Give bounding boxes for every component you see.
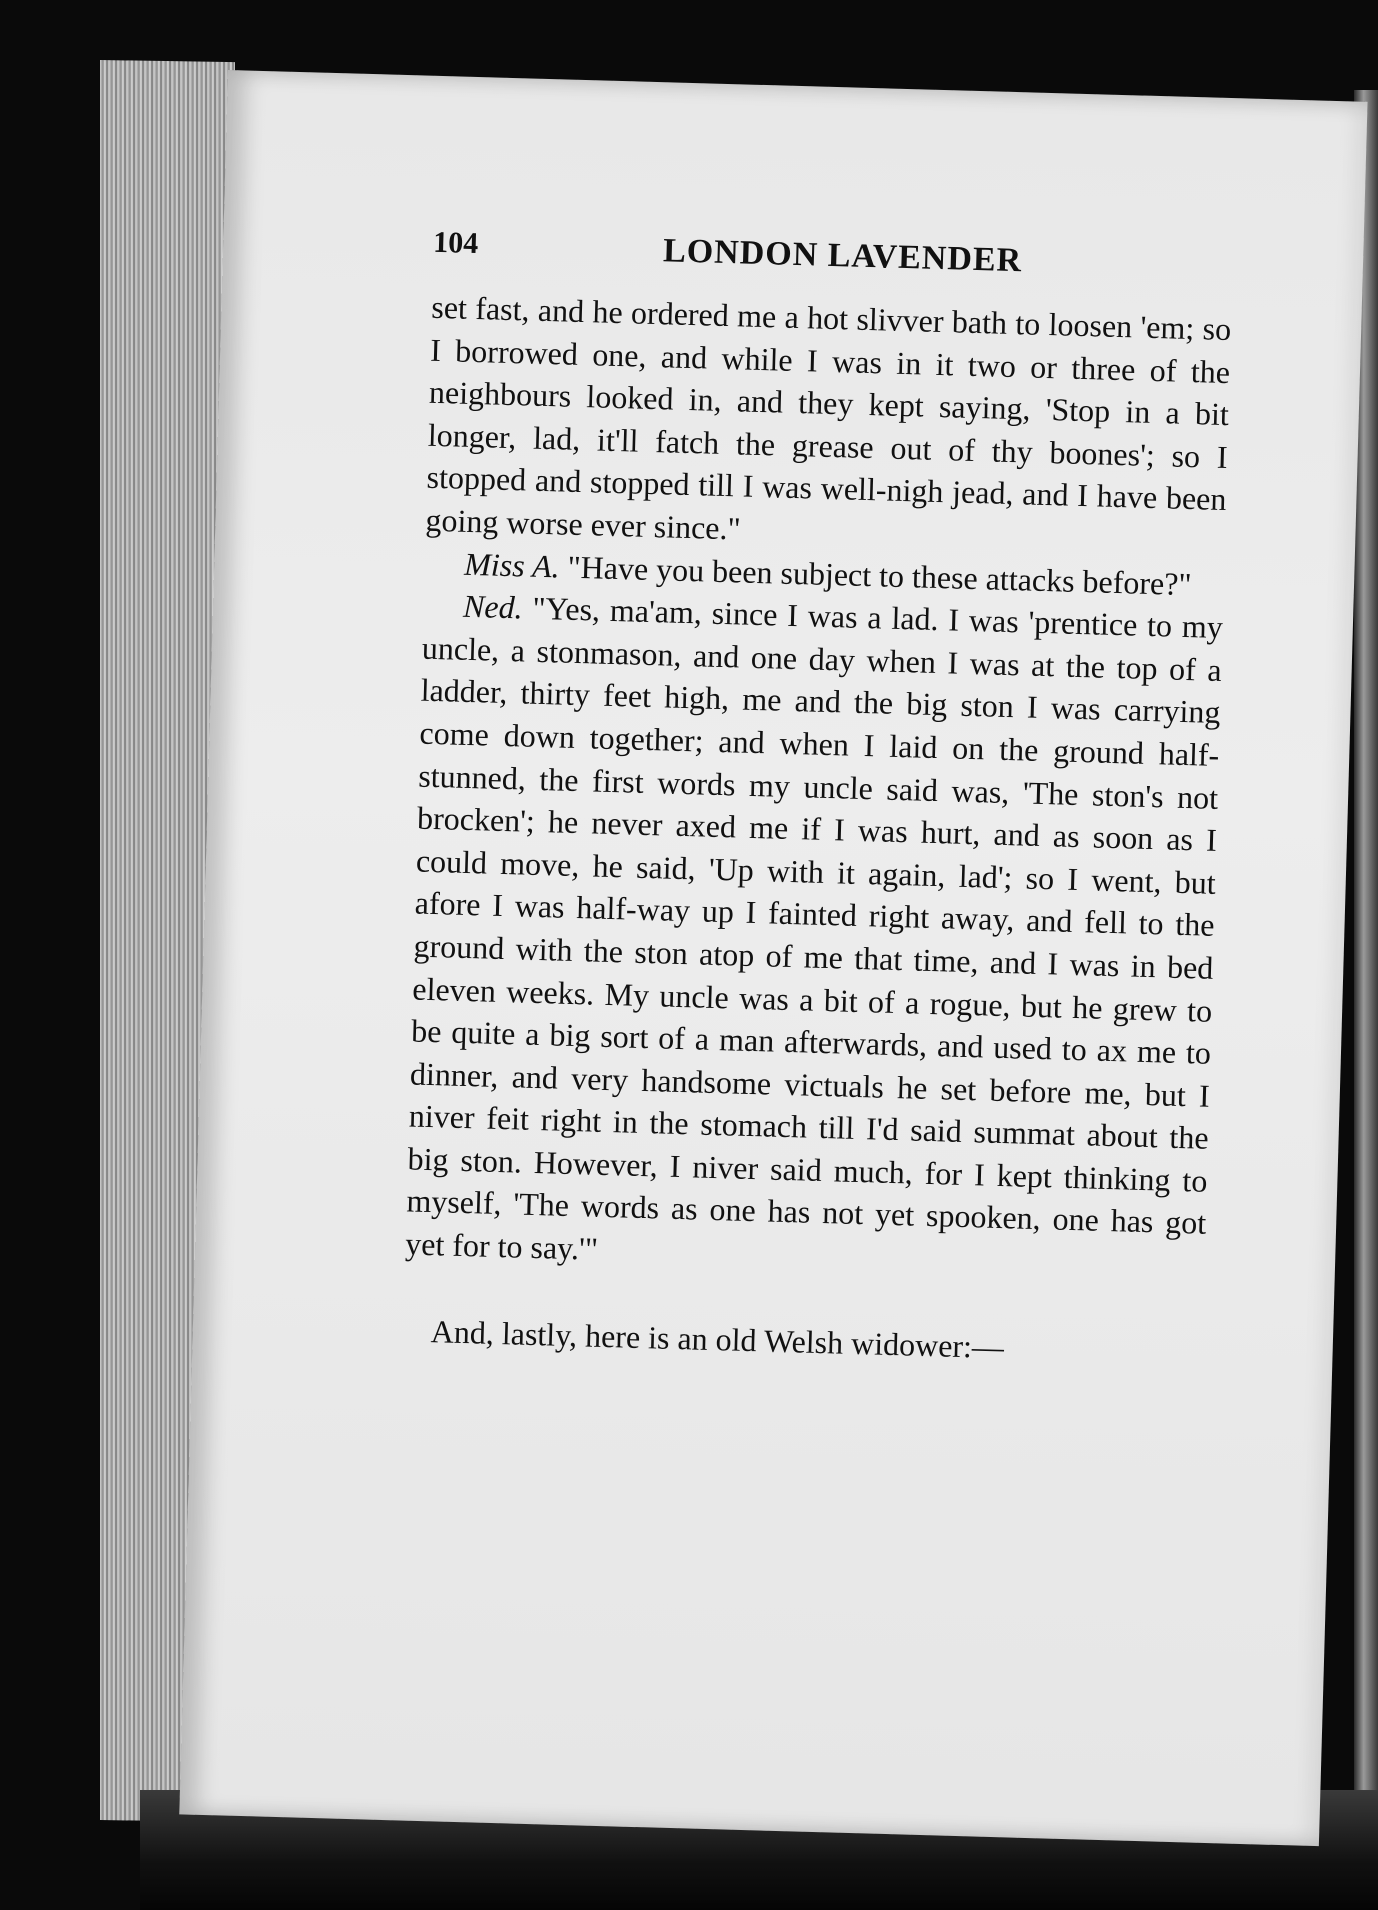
speaker-miss-a: Miss A. xyxy=(463,545,561,585)
paragraph-2-text: "Have you been subject to these attacks before?" xyxy=(559,548,1193,602)
paragraph-3-text: "Yes, ma'am, since I was a lad. I was 'prentice to my uncle, a stonmason, and one day when I was at the top of a ladder, thirty feet high, me and the big ston I was carrying come down together; and when I laid on the ground half-stunned, the first words my uncle said was, 'The ston's not brocken'; he never axed me if I was hurt, and as soon as I could move, he said, 'Up with it again, lad'; so I went, but afore I was half-way up I fainted right away, and fell to the ground with the ston atop of me that time, and I was in bed eleven weeks. My uncle was a bit of a rogue, but he grew to be quite a big sort of a man afterwards, and used to ax me to dinner, and very handsome victuals he set before me, but I niver feit right in the stomach till I'd said summat about the big ston. However, I niver said much, for I kept thinking to myself, 'The words as one has not yet spooken, one has got yet for to say.'" xyxy=(404,589,1224,1267)
page-number: 104 xyxy=(432,225,479,261)
speaker-ned: Ned. xyxy=(462,587,524,626)
body-text xyxy=(402,286,1231,1374)
paragraph-3 xyxy=(405,584,1224,1288)
paragraph-1: set fast, and he ordered me a hot slivver bath to loosen 'em; so I borrowed one, and while I was in it two or three of the neighbours looked in, and they kept saying, 'Stop in a bit longer, lad, it'll fatch the grease out of thy boones'; so I stopped and stopped till I was well-nigh jead, and I have been going worse ever since." xyxy=(425,288,1232,547)
book-page xyxy=(179,70,1367,1846)
running-title: LONDON LAVENDER xyxy=(662,232,1023,280)
paragraph-4: And, lastly, here is an old Welsh widower:— xyxy=(430,1312,1005,1365)
text-block xyxy=(402,226,1233,1374)
